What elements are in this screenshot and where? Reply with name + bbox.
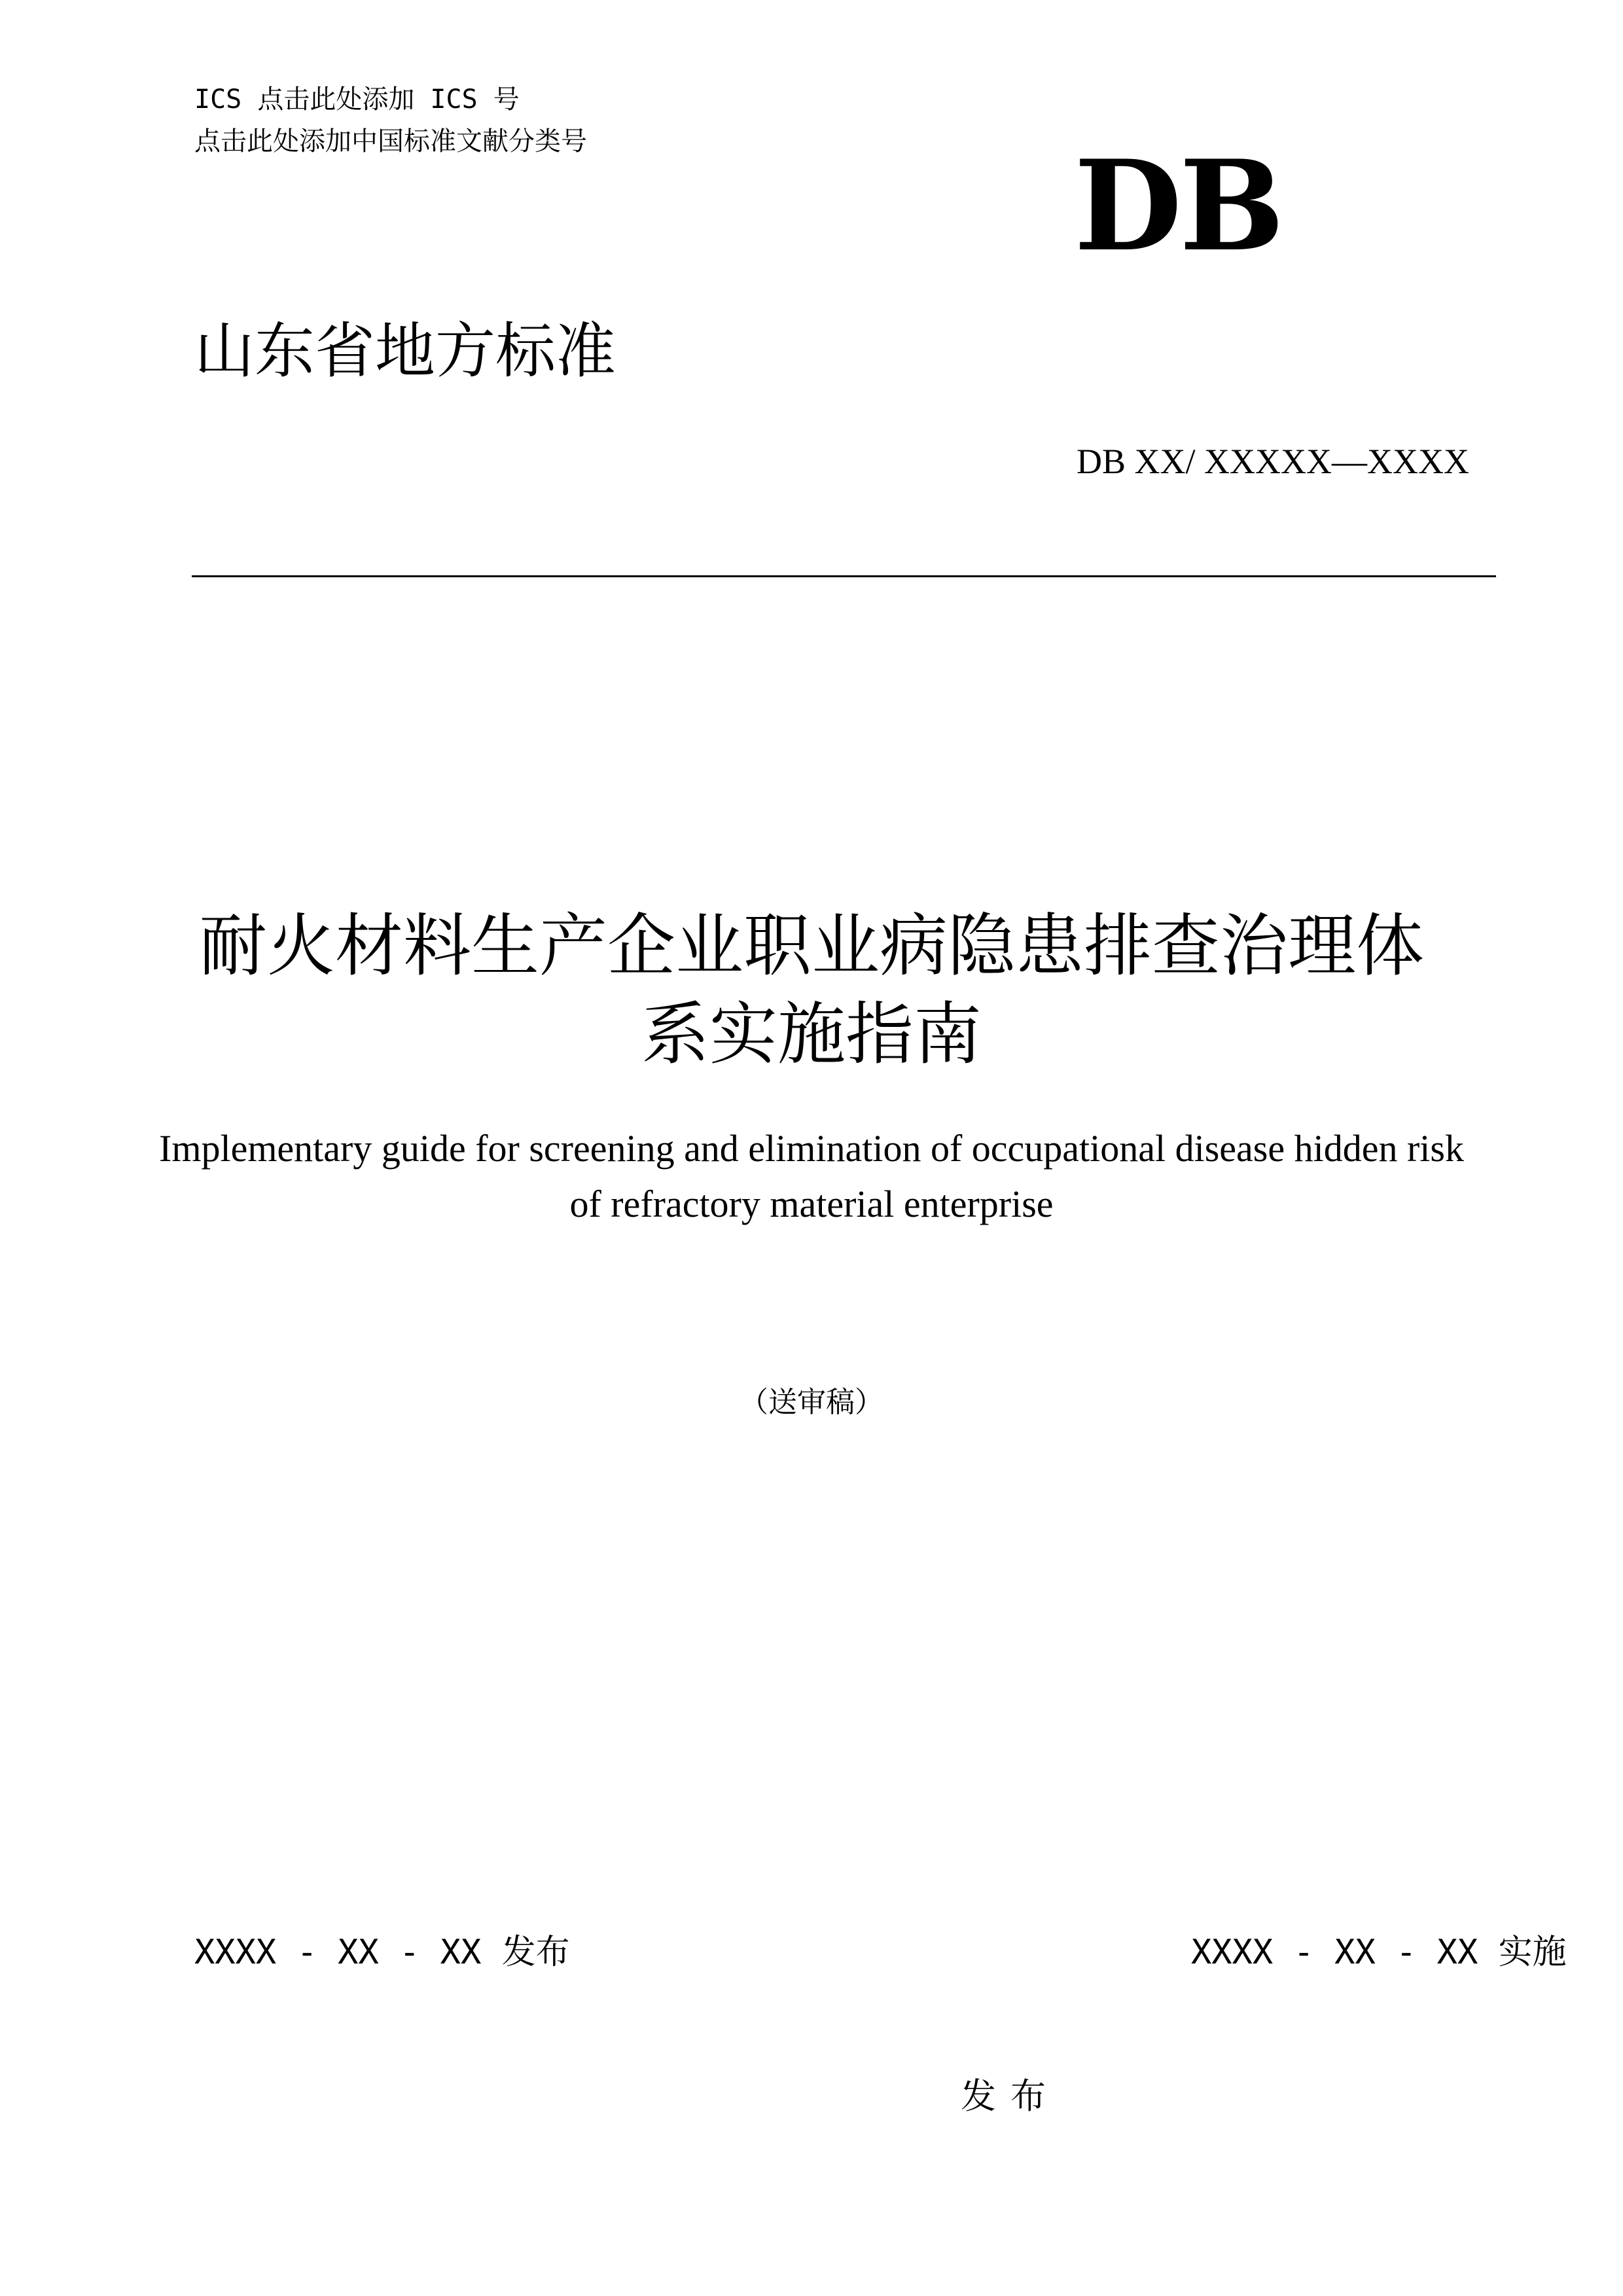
english-title-line-2: of refractory material enterprise	[569, 1183, 1054, 1225]
release-date: XXXX - XX - XX 发布	[194, 1933, 570, 1972]
draft-stage-label: （送审稿）	[740, 1386, 883, 1419]
header-divider	[192, 575, 1496, 577]
issuer-label: 发布	[961, 2075, 1060, 2117]
standard-type-heading: 山东省地方标准	[194, 316, 616, 386]
english-title-line-1: Implementary guide for screening and elimination of occupational disease hidden risk	[159, 1127, 1464, 1170]
db-logo: DB	[1074, 133, 1282, 279]
ccs-code-placeholder: 点击此处添加中国标准文献分类号	[194, 126, 587, 156]
implementation-date: XXXX - XX - XX 实施	[1191, 1933, 1567, 1972]
chinese-title-line-1: 耐火材料生产企业职业病隐患排查治理体	[198, 906, 1424, 986]
chinese-title-line-2: 系实施指南	[641, 994, 982, 1074]
ics-code-placeholder: ICS 点击此处添加 ICS 号	[194, 84, 520, 115]
standard-number: DB XX/ XXXXX—XXXX	[1077, 442, 1469, 481]
